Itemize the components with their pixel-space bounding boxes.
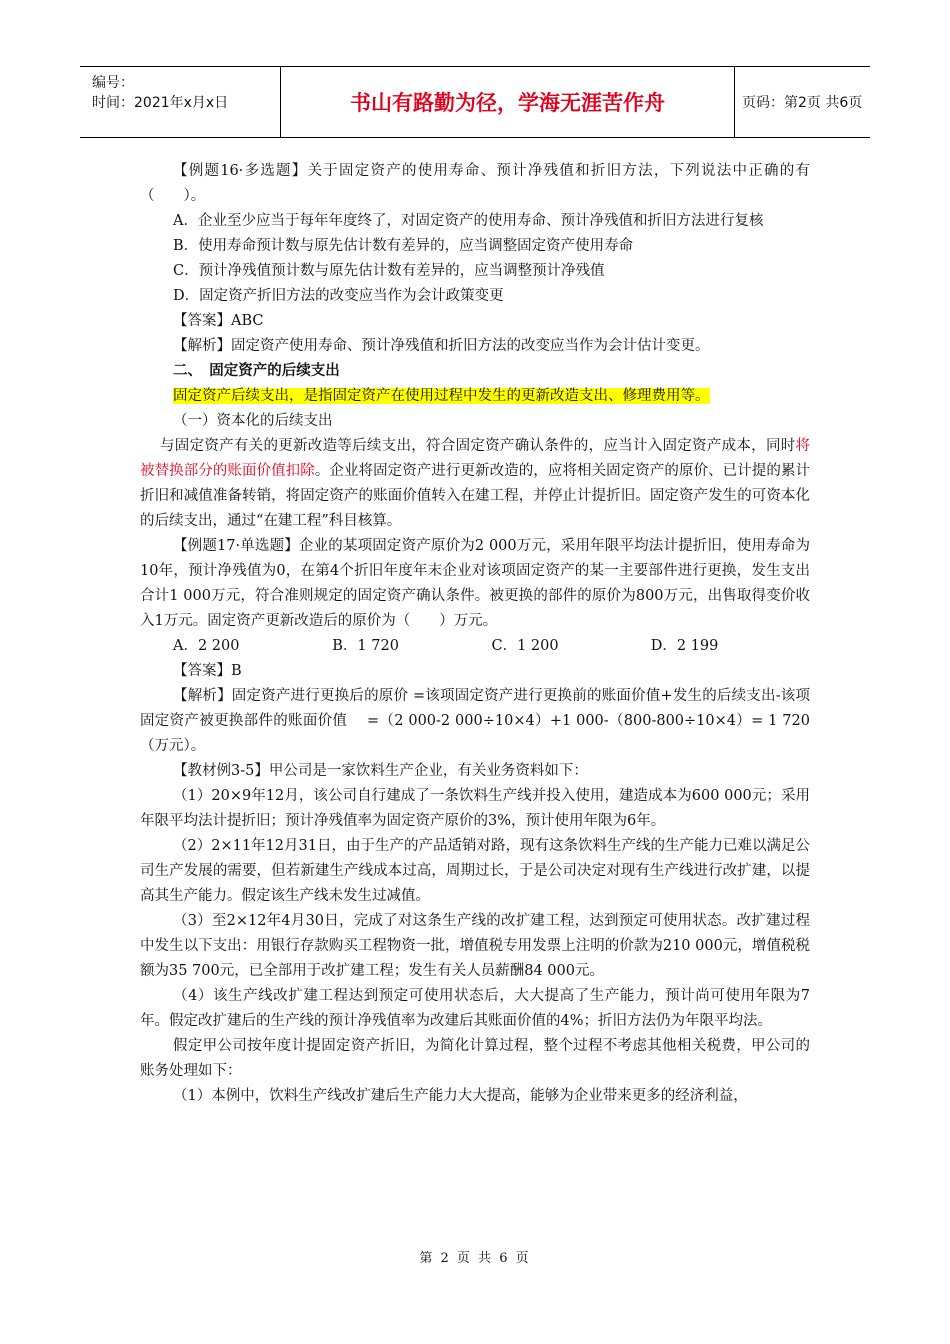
example17-answer: 【答案】B: [173, 663, 242, 679]
cap-text-part1: 与固定资产有关的更新改造等后续支出，符合固定资产确认条件的，应当计入固定资产成本，同时: [160, 438, 796, 454]
page-header: [80, 66, 870, 138]
section-definition: [140, 384, 810, 409]
header-time-label: 时间：2021年x月x日: [92, 95, 229, 111]
example16-answer: 【答案】ABC: [173, 313, 264, 329]
example16-option-d: D．固定资产折旧方法的改变应当作为会计政策变更: [173, 288, 504, 304]
textbook-item-1: （1）20×9年12月，该公司自行建成了一条饮料生产线并投入使用，建造成本为600 000元；采用年限平均法计提折旧；预计净残值率为固定资产原价的3%，预计使用年限为6年。: [140, 788, 810, 829]
example16-option-b: B．使用寿命预计数与原先估计数有差异的，应当调整固定资产使用寿命: [173, 238, 634, 254]
example17-options: [140, 634, 810, 659]
section-heading: 二、 固定资产的后续支出: [173, 363, 340, 379]
example17-option-c: C．1 200: [491, 638, 559, 654]
example17-question: 【例题17·单选题】企业的某项固定资产原价为2 000万元，采用年限平均法计提折旧，使用寿命为10年，预计净残值为0，在第4个折旧年度年末企业对该项固定资产的某一主要部件进行更换，发生支出合计1 000万元，符合准则规定的固定资产确认条件。被更换的部件的原价为800万元，出售取得变价收入1万元。固定资产更新改造后的原价为（ ）万元。: [140, 538, 810, 629]
subsection-heading: （一）资本化的后续支出: [173, 413, 333, 429]
example17-option-b: B．1 720: [332, 638, 399, 654]
example16-question: 【例题16·多选题】关于固定资产的使用寿命、预计净残值和折旧方法，下列说法中正确的有（ ）。: [140, 163, 810, 204]
textbook-item-3: （3）至2×12年4月30日，完成了对这条生产线的改扩建工程，达到预定可使用状态。改扩建过程中发生以下支出：用银行存款购买工程物资一批，增值税专用发票上注明的价款为210 000元，增值税税额为35 700元，已全部用于改扩建工程；发生有关人员薪酬84 000元。: [140, 913, 810, 979]
highlighted-definition: 固定资产后续支出，是指固定资产在使用过程中发生的更新改造支出、修理费用等。: [173, 388, 710, 404]
textbook-solution-1: （1）本例中，饮料生产线改扩建后生产能力大大提高，能够为企业带来更多的经济利益，: [173, 1088, 748, 1104]
header-motto: 书山有路勤为径，学海无涯苦作舟: [280, 67, 735, 137]
example16-explanation: 【解析】固定资产使用寿命、预计净残值和折旧方法的改变应当作为会计估计变更。: [173, 338, 710, 354]
example16-option-c: C．预计净残值预计数与原先估计数有差异的，应当调整预计净残值: [173, 263, 605, 279]
textbook-assumption: 假定甲公司按年度计提固定资产折旧，为简化计算过程，整个过程不考虑其他相关税费，甲公司的账务处理如下：: [140, 1038, 810, 1079]
page-footer: 第 2 页 共 6 页: [419, 1251, 531, 1266]
textbook-item-2: （2）2×11年12月31日，由于生产的产品适销对路，现有这条饮料生产线的生产能力已难以满足公司生产发展的需要，但若新建生产线成本过高，周期过长，于是公司决定对现有生产线进行改扩建，以提高其生产能力。假定该生产线未发生过减值。: [140, 838, 810, 904]
capitalized-expenditure-text: [140, 434, 810, 534]
example17-option-a: A．2 200: [173, 638, 240, 654]
document-body: [140, 159, 810, 1109]
example16-option-a: A．企业至少应当于每年年度终了，对固定资产的使用寿命、预计净残值和折旧方法进行复核: [173, 213, 764, 229]
textbook-item-4: （4）该生产线改扩建工程达到预定可使用状态后，大大提高了生产能力，预计尚可使用年限为7年。假定改扩建后的生产线的预计净残值率为改建后其账面价值的4%；折旧方法仍为年限平均法。: [140, 988, 810, 1029]
header-code-label: 编号：: [92, 75, 134, 91]
example17-explanation: 【解析】固定资产进行更换后的原价 =该项固定资产进行更换前的账面价值+发生的后续支出-该项固定资产被更换部件的账面价值 =（2 000-2 000÷10×4）+1 000-（800-800÷10×4）= 1 720（万元）。: [140, 688, 810, 754]
header-page-info: 页码：第2页 共6页: [742, 95, 863, 111]
example17-option-d: D．2 199: [650, 638, 719, 654]
header-meta: [92, 73, 228, 113]
cap-text-part2: 。企业将固定资产进行更新改造的，应将相关固定资产的原价、已计提的累计折旧和减值准备转销，将固定资产的账面价值转入在建工程，并停止计提折旧。固定资产发生的可资本化的后续支出，通过“在建工程”科目核算。: [140, 463, 811, 529]
textbook-example-intro: 【教材例3-5】甲公司是一家饮料生产企业，有关业务资料如下：: [173, 763, 588, 779]
cap-text-red: 将被替换部分的账面价值扣除: [140, 438, 810, 479]
